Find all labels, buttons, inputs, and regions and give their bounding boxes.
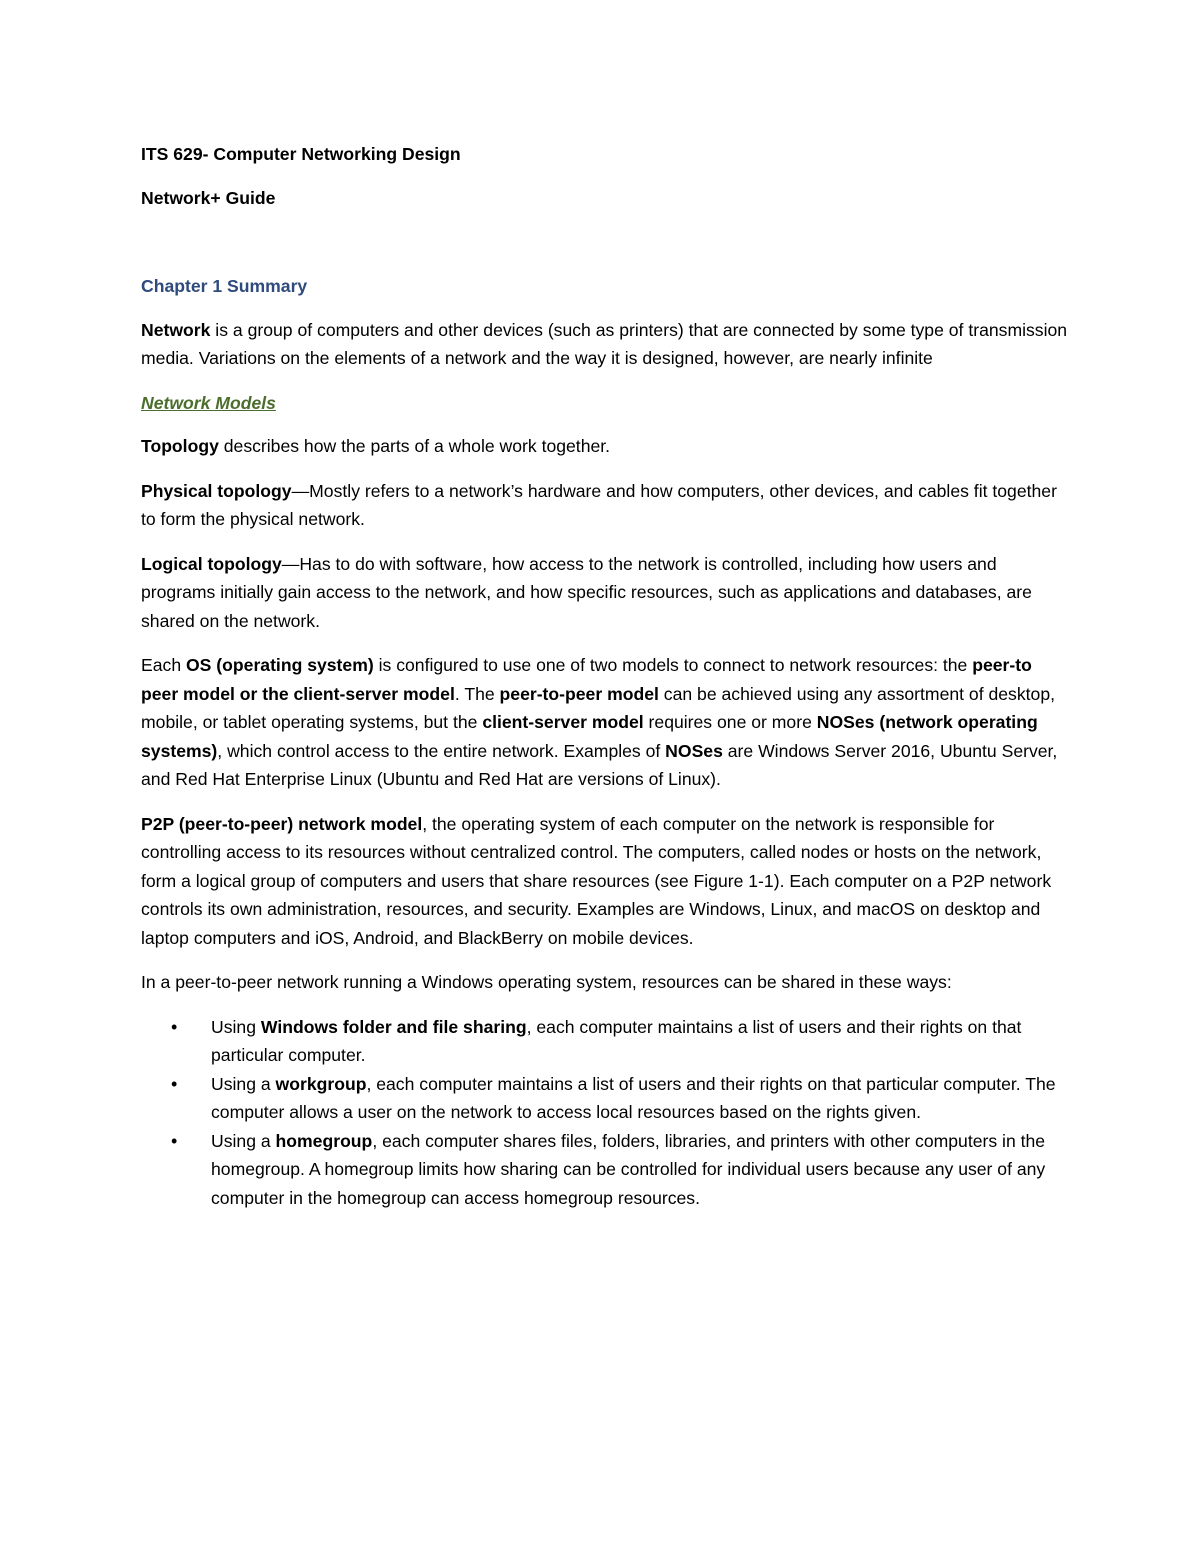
bullet-icon: • — [171, 1016, 178, 1037]
bullet-icon: • — [171, 1130, 178, 1151]
section-heading: Network Models — [141, 392, 276, 413]
bullet-text: , each computer shares files, folders, libraries, and printers with other computers in the homegroup. A homegroup limits how sharing can be controlled for individual users because any user of any computer in the homegroup can access homegroup resources. — [211, 1130, 1046, 1208]
os-term-2: peer-to peer model or the client-server model — [141, 655, 1032, 704]
os-text-4: can be achieved using any assortment of desktop, mobile, or tablet operating systems, but the — [141, 683, 1055, 732]
bullet-text: , each computer maintains a list of users and their rights on that particular computer. The computer allows a user on the network to access local resources based on the rights given. — [211, 1073, 1056, 1122]
topology-paragraph — [141, 432, 1071, 461]
bullet-lead: Using — [211, 1016, 261, 1037]
os-text-3: . The — [454, 683, 500, 704]
document-body — [141, 140, 1071, 1212]
list-item — [141, 1013, 1071, 1070]
bullet-term: homegroup — [275, 1130, 373, 1151]
os-text-6: , which control access to the entire network. Examples of — [217, 740, 666, 761]
topology-term: Topology — [141, 436, 219, 456]
physical-topology-paragraph — [141, 477, 1071, 534]
bullet-icon: • — [171, 1073, 178, 1094]
bullet-lead: Using a — [211, 1073, 276, 1094]
p2p-text: , the operating system of each computer on the network is responsible for controlling access to its resources without centralized control. The computers, called nodes or hosts on the network, form a logical group of computers and users that share resources (see Figure 1-1). Each computer on a P2P network controls its own administration, resources, and security. Examples are Windows, Linux, and macOS on desktop and laptop computers and iOS, Android, and BlackBerry on mobile devices. — [141, 813, 1052, 948]
os-term-3: peer-to-peer model — [499, 683, 659, 704]
os-term-1: OS (operating system) — [186, 655, 374, 675]
p2p-term: P2P (peer-to-peer) network model — [141, 813, 423, 834]
p2p-paragraph — [141, 810, 1071, 953]
os-term-4: client-server model — [482, 712, 644, 732]
physical-topology-term: Physical topology — [141, 480, 292, 501]
os-term-6: NOSes — [665, 740, 723, 761]
physical-topology-text: —Mostly refers to a network’s hardware and how computers, other devices, and cables fit together to form the physical network. — [141, 480, 1057, 529]
document-title: ITS 629- Computer Networking Design — [141, 144, 461, 164]
bullet-lead: Using a — [211, 1130, 276, 1151]
document-subtitle: Network+ Guide — [141, 187, 276, 208]
os-text-7: are Windows Server 2016, Ubuntu Server, and Red Hat Enterprise Linux (Ubuntu and Red Hat are versions of Linux). — [141, 740, 1058, 789]
bullet-term: Windows folder and file sharing — [260, 1016, 527, 1037]
sharing-list — [141, 1013, 1071, 1213]
logical-topology-term: Logical topology — [141, 553, 282, 574]
intro-text: is a group of computers and other devices (such as printers) that are connected by some type of transmission media. Variations on the elements of a network and the way it is designed, however, are nearly infinite — [141, 319, 1068, 368]
topology-text: describes how the parts of a whole work together. — [218, 436, 611, 456]
sharing-intro: In a peer-to-peer network running a Windows operating system, resources can be shared in these ways: — [141, 972, 952, 992]
os-term-5: NOSes (network operating systems) — [141, 712, 1038, 761]
list-item — [141, 1127, 1071, 1213]
bullet-text: , each computer maintains a list of users and their rights on that particular computer. — [211, 1016, 1022, 1065]
bullet-term: workgroup — [275, 1073, 367, 1094]
os-paragraph — [141, 651, 1071, 794]
os-text-1: Each — [141, 655, 186, 675]
os-text-5: requires one or more — [643, 712, 817, 732]
list-item — [141, 1070, 1071, 1127]
os-text-2: is configured to use one of two models to connect to network resources: the — [373, 655, 973, 675]
chapter-heading: Chapter 1 Summary — [141, 276, 308, 296]
intro-term: Network — [141, 319, 211, 340]
logical-topology-text: —Has to do with software, how access to the network is controlled, including how users and programs initially gain access to the network, and how specific resources, such as applications and databases, are shared on the network. — [141, 553, 1032, 631]
intro-paragraph — [141, 316, 1071, 373]
logical-topology-paragraph — [141, 550, 1071, 636]
